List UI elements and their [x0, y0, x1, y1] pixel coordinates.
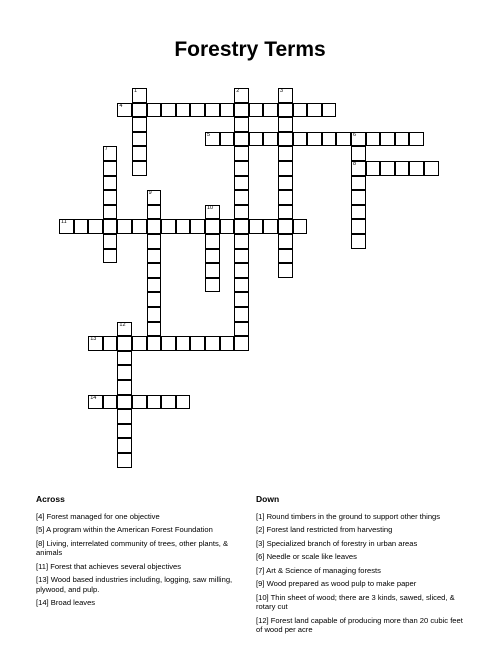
grid-cell[interactable]	[117, 438, 132, 453]
grid-cell[interactable]	[117, 424, 132, 439]
grid-cell[interactable]	[205, 103, 220, 118]
grid-cell[interactable]	[263, 132, 278, 147]
grid-cell[interactable]	[395, 161, 410, 176]
grid-cell[interactable]	[147, 205, 162, 220]
grid-cell[interactable]	[205, 336, 220, 351]
clue-number: [4]	[36, 512, 45, 521]
grid-cell[interactable]	[117, 365, 132, 380]
grid-cell[interactable]	[117, 395, 132, 410]
clue-number: [6]	[256, 552, 265, 562]
grid-cell[interactable]	[307, 103, 322, 118]
grid-cell[interactable]	[147, 103, 162, 118]
clue-text: Wood based industries including, logging, saw milling, plywood, and pulp.	[36, 575, 233, 594]
grid-cell[interactable]	[190, 103, 205, 118]
grid-cell[interactable]	[424, 161, 439, 176]
grid-cell[interactable]	[117, 336, 132, 351]
grid-cell[interactable]	[234, 278, 249, 293]
grid-cell[interactable]	[234, 132, 249, 147]
grid-cell[interactable]	[351, 161, 366, 176]
grid-cell[interactable]	[409, 132, 424, 147]
grid-cell[interactable]	[278, 249, 293, 264]
grid-cell[interactable]	[351, 219, 366, 234]
cell-number: 6	[353, 131, 357, 138]
grid-cell[interactable]	[103, 395, 118, 410]
grid-cell[interactable]	[176, 336, 191, 351]
grid-cell[interactable]	[234, 249, 249, 264]
grid-cell[interactable]	[190, 219, 205, 234]
grid-cell[interactable]	[307, 132, 322, 147]
across-clue	[36, 598, 236, 607]
grid-cell[interactable]	[380, 161, 395, 176]
grid-cell[interactable]	[117, 380, 132, 395]
grid-cell[interactable]	[147, 234, 162, 249]
grid-cell[interactable]	[366, 132, 381, 147]
cell-number: 7	[104, 146, 108, 153]
grid-cell[interactable]	[322, 132, 337, 147]
grid-cell[interactable]	[336, 132, 351, 147]
grid-cell[interactable]	[103, 146, 118, 161]
clue-text: Wood prepared as wood pulp to make paper	[264, 579, 417, 589]
grid-cell[interactable]	[132, 395, 147, 410]
grid-cell[interactable]	[263, 103, 278, 118]
grid-cell[interactable]	[249, 219, 264, 234]
grid-cell[interactable]	[74, 219, 89, 234]
clue-number: [12]	[256, 615, 269, 625]
grid-cell[interactable]	[103, 249, 118, 264]
clue-number: [8]	[36, 538, 45, 548]
grid-cell[interactable]	[176, 103, 191, 118]
clue-text: Forest that achieves several objectives	[48, 561, 182, 571]
grid-cell[interactable]	[293, 219, 308, 234]
grid-cell[interactable]	[103, 161, 118, 176]
grid-cell[interactable]	[117, 322, 132, 337]
grid-cell[interactable]	[117, 103, 132, 118]
clue-text: Art & Science of managing forests	[264, 565, 381, 575]
grid-cell[interactable]	[234, 263, 249, 278]
grid-cell[interactable]	[249, 103, 264, 118]
grid-cell[interactable]	[409, 161, 424, 176]
grid-cell[interactable]	[234, 322, 249, 337]
grid-cell[interactable]	[132, 132, 147, 147]
grid-cell[interactable]	[234, 307, 249, 322]
grid-cell[interactable]	[220, 132, 235, 147]
grid-cell[interactable]	[132, 219, 147, 234]
grid-cell[interactable]	[234, 88, 249, 103]
grid-cell[interactable]	[351, 176, 366, 191]
grid-cell[interactable]	[103, 336, 118, 351]
grid-cell[interactable]	[351, 234, 366, 249]
grid-cell[interactable]	[161, 103, 176, 118]
down-clue	[256, 566, 471, 575]
grid-cell[interactable]	[147, 336, 162, 351]
grid-cell[interactable]	[103, 205, 118, 220]
grid-cell[interactable]	[220, 336, 235, 351]
grid-cell[interactable]	[117, 351, 132, 366]
down-clue	[256, 525, 471, 534]
clue-text: Living, interrelated community of trees, other plants, & animals	[36, 538, 229, 558]
across-clue	[36, 562, 236, 571]
grid-cell[interactable]	[278, 132, 293, 147]
grid-cell[interactable]	[234, 103, 249, 118]
grid-cell[interactable]	[278, 219, 293, 234]
grid-cell[interactable]	[132, 117, 147, 132]
down-clue	[256, 616, 471, 635]
grid-cell[interactable]	[205, 219, 220, 234]
puzzle-title: Forestry Terms	[174, 38, 326, 61]
grid-cell[interactable]	[147, 307, 162, 322]
grid-cell[interactable]	[234, 219, 249, 234]
clue-number: [5]	[36, 525, 45, 535]
cell-number: 8	[353, 161, 357, 167]
cell-number: 3	[280, 88, 284, 94]
grid-cell[interactable]	[395, 132, 410, 147]
grid-cell[interactable]	[278, 190, 293, 205]
grid-cell[interactable]	[132, 146, 147, 161]
grid-cell[interactable]	[234, 161, 249, 176]
grid-cell[interactable]	[351, 132, 366, 147]
grid-cell[interactable]	[234, 336, 249, 351]
grid-cell[interactable]	[278, 234, 293, 249]
grid-cell[interactable]	[293, 103, 308, 118]
grid-cell[interactable]	[147, 322, 162, 337]
grid-cell[interactable]	[351, 205, 366, 220]
grid-cell[interactable]	[103, 190, 118, 205]
clue-text: Specialized branch of forestry in urban areas	[264, 538, 418, 548]
across-clue-list	[36, 512, 236, 612]
grid-cell[interactable]	[234, 292, 249, 307]
grid-cell[interactable]	[132, 161, 147, 176]
cell-number: 9	[148, 190, 152, 197]
grid-cell[interactable]	[205, 278, 220, 293]
down-clue	[256, 593, 471, 612]
cell-number: 5	[207, 131, 211, 138]
grid-cell[interactable]	[351, 190, 366, 205]
grid-cell[interactable]	[234, 190, 249, 205]
grid-cell[interactable]	[117, 409, 132, 424]
grid-cell[interactable]	[103, 234, 118, 249]
grid-cell[interactable]	[59, 219, 74, 234]
grid-cell[interactable]	[147, 249, 162, 264]
grid-cell[interactable]	[234, 205, 249, 220]
grid-cell[interactable]	[366, 161, 381, 176]
grid-cell[interactable]	[278, 263, 293, 278]
grid-cell[interactable]	[278, 88, 293, 103]
clue-text: Needle or scale like leaves	[264, 552, 357, 562]
clue-text: Round timbers in the ground to support other things	[264, 512, 441, 521]
down-clue	[256, 539, 471, 548]
clue-text: A program within the American Forest Foundation	[44, 525, 213, 535]
grid-cell[interactable]	[234, 176, 249, 191]
grid-cell[interactable]	[190, 336, 205, 351]
clue-number: [10]	[256, 592, 269, 602]
grid-cell[interactable]	[205, 234, 220, 249]
clue-text: Forest managed for one objective	[44, 512, 160, 521]
cell-number: 10	[207, 204, 214, 211]
grid-cell[interactable]	[220, 103, 235, 118]
grid-cell[interactable]	[132, 336, 147, 351]
down-clue	[256, 579, 471, 588]
grid-cell[interactable]	[117, 453, 132, 468]
grid-cell[interactable]	[147, 278, 162, 293]
grid-cell[interactable]	[147, 190, 162, 205]
grid-cell[interactable]	[205, 249, 220, 264]
grid-cell[interactable]	[88, 336, 103, 351]
cell-number: 2	[236, 88, 240, 94]
grid-cell[interactable]	[278, 103, 293, 118]
clue-text: Forest land restricted from harvesting	[264, 525, 393, 535]
grid-cell[interactable]	[176, 395, 191, 410]
grid-cell[interactable]	[293, 132, 308, 147]
across-clue	[36, 512, 236, 521]
grid-cell[interactable]	[234, 146, 249, 161]
down-clue	[256, 552, 471, 561]
grid-cell[interactable]	[176, 219, 191, 234]
grid-cell[interactable]	[205, 205, 220, 220]
grid-cell[interactable]	[161, 219, 176, 234]
grid-cell[interactable]	[263, 219, 278, 234]
grid-cell[interactable]	[278, 176, 293, 191]
grid-cell[interactable]	[234, 117, 249, 132]
grid-cell[interactable]	[88, 395, 103, 410]
grid-cell[interactable]	[205, 132, 220, 147]
grid-cell[interactable]	[147, 219, 162, 234]
grid-cell[interactable]	[147, 395, 162, 410]
grid-cell[interactable]	[220, 219, 235, 234]
grid-cell[interactable]	[278, 117, 293, 132]
clue-text: Thin sheet of wood; there are 3 kinds, sawed, sliced, & rotary cut	[256, 592, 455, 612]
cell-number: 4	[119, 102, 123, 109]
grid-cell[interactable]	[147, 292, 162, 307]
grid-cell[interactable]	[351, 146, 366, 161]
clue-number: [13]	[36, 575, 49, 585]
clue-number: [3]	[256, 538, 265, 548]
grid-cell[interactable]	[234, 234, 249, 249]
grid-cell[interactable]	[380, 132, 395, 147]
grid-cell[interactable]	[132, 88, 147, 103]
grid-cell[interactable]	[278, 146, 293, 161]
grid-cell[interactable]	[88, 219, 103, 234]
grid-cell[interactable]	[161, 395, 176, 410]
clue-text: Broad leaves	[48, 598, 96, 608]
cell-number: 12	[119, 321, 126, 328]
grid-cell[interactable]	[161, 336, 176, 351]
cell-number: 11	[61, 219, 67, 226]
clue-number: [2]	[256, 525, 265, 535]
across-clue	[36, 575, 236, 594]
clue-number: [1]	[256, 512, 265, 521]
grid-cell[interactable]	[117, 219, 132, 234]
clue-text: Forest land capable of producing more than 20 cubic feet of wood per acre	[256, 615, 463, 634]
down-clue	[256, 512, 471, 521]
clue-number: [14]	[36, 598, 49, 608]
grid-cell[interactable]	[322, 103, 337, 118]
grid-cell[interactable]	[278, 205, 293, 220]
down-clue-list	[256, 512, 471, 638]
clue-number: [9]	[256, 579, 265, 589]
cell-number: 14	[90, 394, 97, 401]
across-clue	[36, 539, 236, 558]
across-heading: Across	[36, 494, 65, 504]
across-clue	[36, 525, 236, 534]
clue-number: [11]	[36, 561, 49, 571]
grid-cell[interactable]	[103, 176, 118, 191]
grid-cell[interactable]	[147, 263, 162, 278]
grid-cell[interactable]	[249, 132, 264, 147]
down-heading: Down	[256, 494, 280, 504]
grid-cell[interactable]	[278, 161, 293, 176]
grid-cell[interactable]	[103, 219, 118, 234]
cell-number: 13	[90, 336, 97, 343]
grid-cell[interactable]	[205, 263, 220, 278]
clue-number: [7]	[256, 565, 265, 575]
grid-cell[interactable]	[132, 103, 147, 118]
cell-number: 1	[134, 88, 138, 94]
